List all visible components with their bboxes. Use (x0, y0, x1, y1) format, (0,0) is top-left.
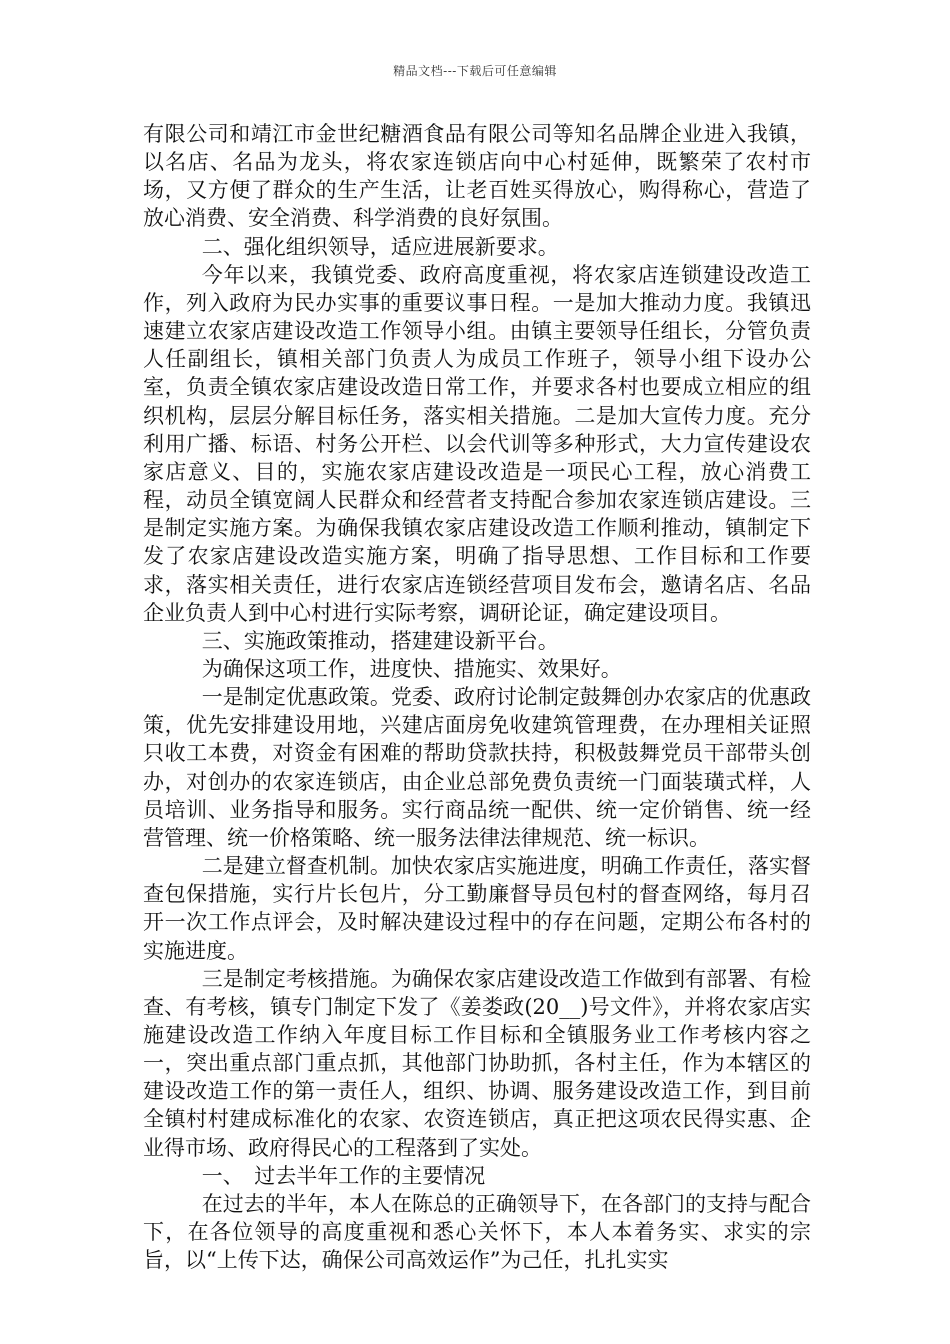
paragraph-assessment-measures: 三是制定考核措施。为确保农家店建设改造工作做到有部署、有检查、有考核，镇专门制定下发了《姜娄政(20__)号文件》，并将农家店实施建设改造工作纳入年度目标工作目标和全镇服务业工作考核内容之一，突出重点部门重点抓，其他部门协助抓，各村主任，作为本辖区的建设改造工作的第一责任人，组织、协调、服务建设改造工作，到目前全镇村村建成标准化的农家、农资连锁店，真正把这项农民得实惠、企业得市场、政府得民心的工程落到了实处。 (143, 966, 811, 1160)
paragraph-intro-continued: 有限公司和靖江市金世纪糖酒食品有限公司等知名品牌企业进入我镇，以名店、名品为龙头，将农家连锁店向中心村延伸，既繁荣了农村市场，又方便了群众的生产生活，让老百姓买得放心，购得称心，营造了放心消费、安全消费、科学消费的良好氛围。 (143, 122, 811, 231)
paragraph-supervision-mechanism: 二是建立督查机制。加快农家店实施进度，明确工作责任，落实督查包保措施，实行片长包片，分工勤廉督导员包村的督查网络，每月召开一次工作点评会，及时解决建设过程中的存在问题，定期公布各村的实施进度。 (143, 854, 811, 963)
paragraph-preferential-policy: 一是制定优惠政策。党委、政府讨论制定鼓舞创办农家店的优惠政策，优先安排建设用地，兴建店面房免收建筑管理费，在办理相关证照只收工本费，对资金有困难的帮助贷款扶持，积极鼓舞党员干部带头创办，对创办的农家连锁店，由企业总部免费负责统一门面装璜式样，人员培训、业务指导和服务。实行商品统一配供、统一定价销售、统一经营管理、统一价格策略、统一服务法律法律规范、统一标识。 (143, 685, 811, 850)
page-header: 精品文档---下载后可任意编辑 (393, 64, 557, 78)
paragraph-organization: 今年以来，我镇党委、政府高度重视，将农家店连锁建设改造工作，列入政府为民办实事的重要议事日程。一是加大推动力度。我镇迅速建立农家店建设改造工作领导小组。由镇主要领导任组长，分管负责人任副组长，镇相关部门负责人为成员工作班子，领导小组下设办公室，负责全镇农家店建设改造日常工作，并要求各村也要成立相应的组织机构，层层分解目标任务，落实相关措施。二是加大宣传力度。充分利用广播、标语、村务公开栏、以会代训等多种形式，大力宣传建设农家店意义、目的，实施农家店建设改造是一项民心工程，放心消费工程，动员全镇宽阔人民群众和经营者支持配合参加农家连锁店建设。三是制定实施方案。为确保我镇农家店建设改造工作顺利推动，镇制定下发了农家店建设改造实施方案，明确了指导思想、工作目标和工作要求，落实相关责任，进行农家店连锁经营项目发布会，邀请名店、名品企业负责人到中心村进行实际考察，调研论证，确定建设项目。 (143, 262, 811, 625)
document-body (143, 120, 811, 1274)
paragraph-half-year-review: 在过去的半年，本人在陈总的正确领导下，在各部门的支持与配合下，在各位领导的高度重视和悉心关怀下，本人本着务实、求实的宗旨，以“上传下达，确保公司高效运作”为己任，扎扎实实 (143, 1191, 811, 1273)
section-heading-organization: 二、强化组织领导，适应进展新要求。 (201, 234, 559, 259)
section-heading-policy: 三、实施政策推动，搭建建设新平台。 (201, 628, 559, 653)
paragraph-policy-intro: 为确保这项工作，进度快、措施实、效果好。 (201, 656, 622, 681)
section-heading-half-year-review: 一、 过去半年工作的主要情况 (201, 1163, 486, 1188)
